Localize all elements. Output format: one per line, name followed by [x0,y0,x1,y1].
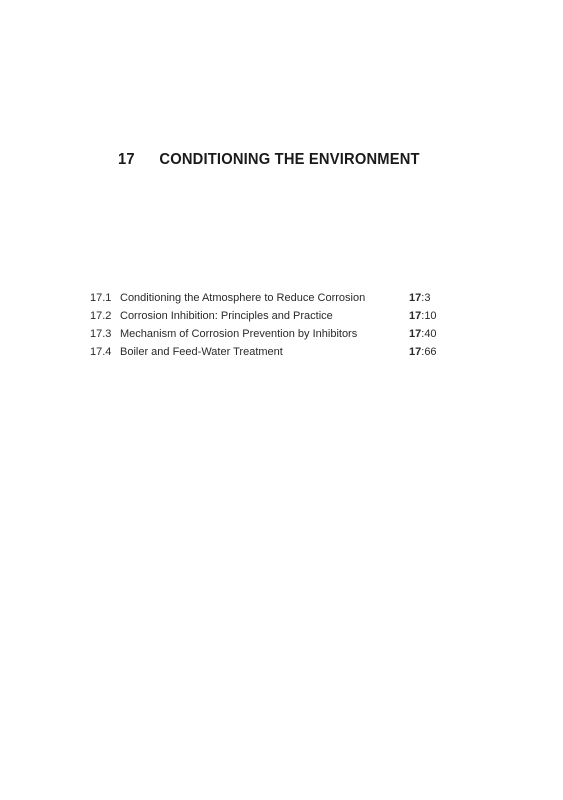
chapter-number: 17 [118,151,135,168]
page-separator: : [421,310,425,322]
page-reference [409,289,430,307]
page-separator: : [421,346,425,358]
page-separator: : [421,328,425,340]
section-title: Corrosion Inhibition: Principles and Practice [120,310,333,322]
page-chapter: 17 [409,310,422,322]
section-title: Conditioning the Atmosphere to Reduce Corrosion [120,292,366,304]
page-reference [409,343,437,361]
section-number: 17.3 [90,328,112,340]
section-title: Boiler and Feed-Water Treatment [120,346,283,358]
section-number: 17.2 [90,310,112,322]
page-number: 10 [424,310,437,322]
section-number: 17.4 [90,346,112,358]
section-number: 17.1 [90,292,112,304]
page-reference [409,307,437,325]
page-number: 3 [424,292,431,304]
section-title: Mechanism of Corrosion Prevention by Inhibitors [120,328,358,340]
page-chapter: 17 [409,346,422,358]
page-chapter: 17 [409,328,422,340]
page-separator: : [421,292,425,304]
page-number: 66 [424,346,437,358]
chapter-title: CONDITIONING THE ENVIRONMENT [159,151,420,168]
page-reference [409,325,437,343]
page-number: 40 [424,328,437,340]
chapter-heading [118,151,420,169]
page-chapter: 17 [409,292,422,304]
